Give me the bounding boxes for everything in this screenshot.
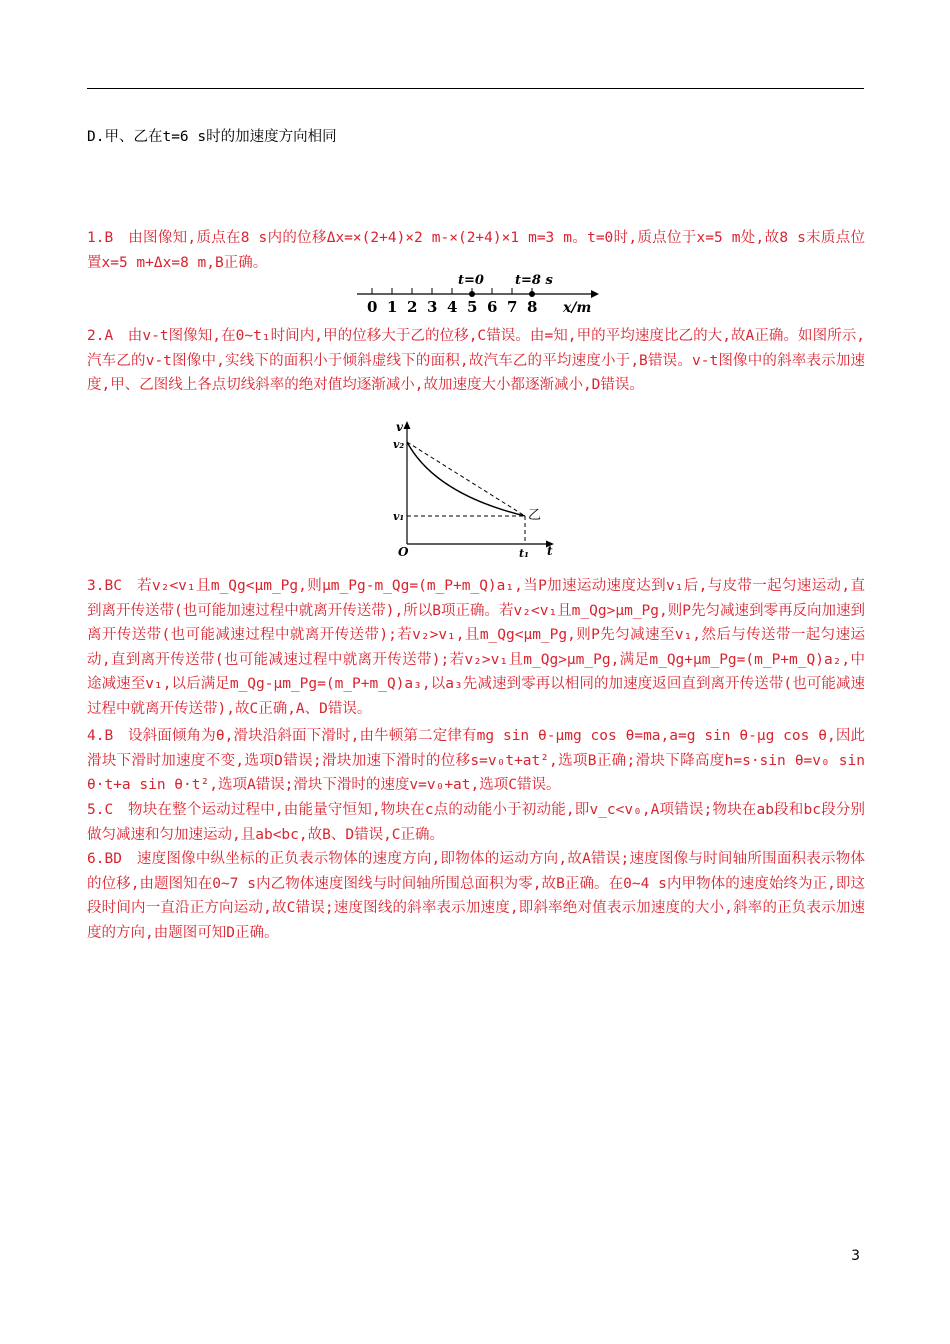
vt-graph-figure [390,418,570,560]
answer-6: 6.BD 速度图像中纵坐标的正负表示物体的速度方向,即物体的运动方向,故A错误;速度图像与时间轴所围面积表示物体的位移,由题图知在0~7 s内乙物体速度图线与时间轴所围总面积为零,故B正确。在0~4 s内甲物体的速度始终为正,即这段时间内一直沿正方向运动,故C错误;速度图线的斜率表示加速度,即斜率绝对值表示加速度的大小,斜率的正负表示加速度的方向,由题图可知D正确。 [87,851,865,941]
label-v2: v₂ [393,438,405,451]
axis-label-x: x/m [563,300,592,316]
v-axis-arrow [404,421,411,429]
label-curve-yi: 乙 [528,508,542,523]
answer-4: 4.B 设斜面倾角为θ,滑块沿斜面下滑时,由牛顿第二定律有mg sin θ-μmg cos θ=ma,a=g sin θ-μg cos θ,因此滑块下滑时加速度不变,选项D错误;滑块加速下滑时的位移s=v₀t+at²,选项B正确;滑块下降高度h=s·sin θ=v₀ sin θ·t+a sin θ·t²,选项A错误;滑块下滑时的速度v=v₀+at,选项C错误。 [87,728,865,793]
tick-0: 0 [367,298,378,316]
tick-2: 2 [407,298,418,316]
tick-6: 6 [487,298,498,316]
answer-3: 3.BC 若v₂<v₁且m_Qg<μm_Pg,则μm_Pg-m_Qg=(m_P+m_Q)a₁,当P加速运动速度达到v₁后,与皮带一起匀速运动,直到离开传送带(也可能加速过程中就离开传送带),所以B项正确。若v₂<v₁且m_Qg>μm_Pg,则P先匀减速到零再反向加速到离开传送带(也可能减速过程中就离开传送带);若v₂>v₁,且m_Qg<μm_Pg,则P先匀减速至v₁,然后与传送带一起匀速运动,直到离开传送带(也可能减速过程中就离开传送带);若v₂>v₁且m_Qg>μm_Pg,满足m_Qg+μm_Pg=(m_P+m_Q)a₂,中途减速至v₁,以后满足m_Qg-μm_Pg=(m_P+m_Q)a₃,以a₃先减速到零再以相同的加速度返回直到离开传送带(也可能减速过程中就离开传送带),故C正确,A、D错误。 [87,578,865,717]
number-line-arrow [591,290,599,298]
answer-2: 2.A 由v-t图像知,在0~t₁时间内,甲的位移大于乙的位移,C错误。由=知,甲的平均速度比乙的大,故A正确。如图所示,汽车乙的v-t图像中,实线下的面积小于倾斜虚线下的面积,故汽车乙的平均速度小于,B错误。v-t图像中的斜率表示加速度,甲、乙图线上各点切线斜率的绝对值均逐渐减小,故加速度大小都逐渐减小,D错误。 [87,328,865,393]
tick-4: 4 [447,298,458,316]
label-t-axis: t [547,544,553,558]
label-t8: t=8 s [515,273,553,288]
tick-8: 8 [527,298,538,316]
option-d: D.甲、乙在t=6 s时的加速度方向相同 [87,129,337,145]
label-t1: t₁ [519,547,529,560]
page-number: 3 [851,1248,860,1264]
point-t0 [469,291,475,297]
number-line-figure [355,268,605,320]
tick-5: 5 [467,298,478,316]
header-rule [87,88,864,89]
label-t0: t=0 [458,273,484,288]
label-origin: O [398,545,409,559]
tick-7: 7 [507,298,518,316]
tick-3: 3 [427,298,438,316]
number-line-ticks [372,288,532,294]
label-v1: v₁ [393,510,405,523]
point-t8 [529,291,535,297]
answer-1: 1.B 由图像知,质点在8 s内的位移Δx=×(2+4)×2 m-×(2+4)×1 m=3 m。t=0时,质点位于x=5 m处,故8 s末质点位置x=5 m+Δx=8 m,B正确。 [87,230,865,271]
label-v-axis: v [396,420,403,434]
answer-5: 5.C 物块在整个运动过程中,由能量守恒知,物块在c点的动能小于初动能,即v_c<v₀,A项错误;物块在ab段和bc段分别做匀减速和匀加速运动,且ab<bc,故B、D错误,C正确。 [87,802,865,843]
tick-1: 1 [387,298,398,316]
chord-dashed-line [407,442,525,516]
